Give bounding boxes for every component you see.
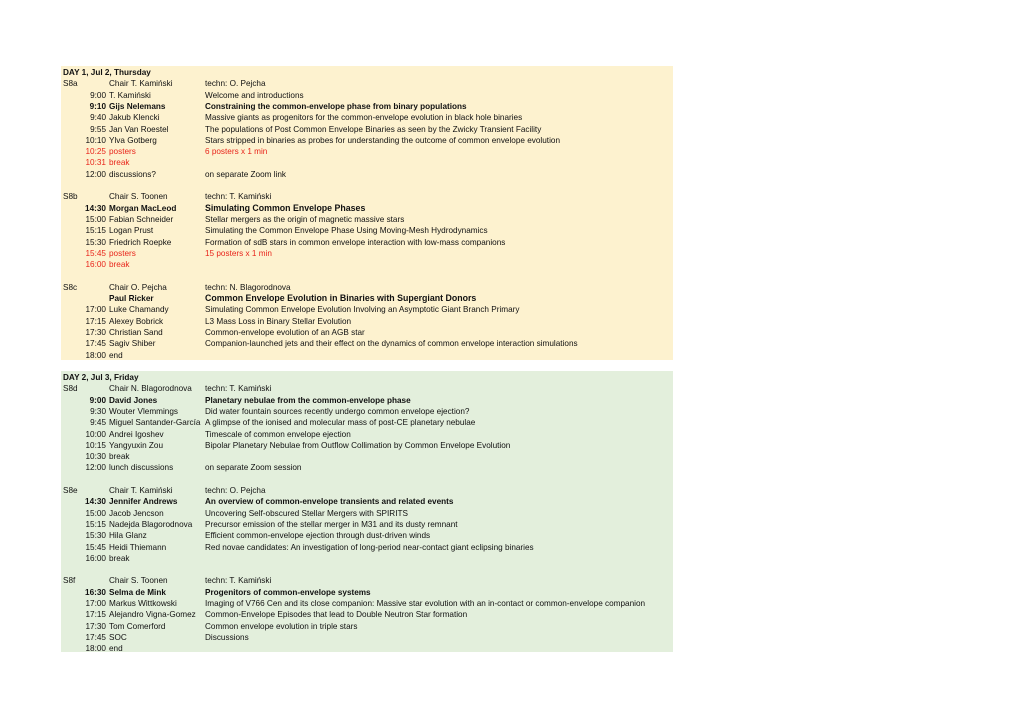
time-cell: 9:40 — [90, 113, 106, 123]
talk-title: Constraining the common-envelope phase from binary populations — [205, 101, 467, 111]
time-cell: 15:45 — [85, 248, 106, 258]
speaker-cell: Chair T. Kamiński — [109, 486, 173, 495]
time-cell: 15:00 — [85, 508, 106, 518]
speaker-cell: Jacob Jencson — [109, 508, 164, 518]
schedule-row — [61, 112, 673, 123]
speaker-cell: Sagiv Shiber — [109, 339, 156, 349]
talk-title: Companion-launched jets and their effect on the dynamics of common envelope interaction simulations — [205, 339, 578, 349]
time-cell: 16:00 — [85, 553, 106, 563]
talk-title: Progenitors of common-envelope systems — [205, 587, 371, 597]
talk-title: Stellar mergers as the origin of magnetic massive stars — [205, 214, 405, 224]
speaker-cell: end — [109, 350, 123, 360]
time-cell: 15:45 — [85, 542, 106, 552]
time-cell: 10:30 — [85, 452, 106, 462]
time-cell: 10:15 — [85, 440, 106, 450]
speaker-cell: T. Kamiński — [109, 90, 151, 100]
time-cell: 17:45 — [85, 339, 106, 349]
speaker-cell: Fabian Schneider — [109, 214, 174, 224]
talk-title: Common envelope evolution in triple stars — [205, 621, 358, 631]
speaker-cell: end — [109, 644, 123, 654]
speaker-cell: Ylva Gotberg — [109, 135, 157, 145]
session-code: S8f — [63, 576, 76, 586]
spacer-row — [61, 270, 673, 281]
talk-title: techn: T. Kamiński — [205, 576, 272, 586]
speaker-cell: Alexey Bobrick — [109, 316, 164, 326]
schedule-row — [61, 203, 673, 214]
day-2-block — [61, 371, 673, 652]
schedule-row — [61, 214, 673, 225]
speaker-cell: Hila Glanz — [109, 531, 147, 541]
spacer-row — [61, 474, 673, 485]
time-cell: 10:10 — [85, 135, 106, 145]
schedule-row — [61, 542, 673, 553]
speaker-cell: Wouter Vlemmings — [109, 406, 179, 416]
talk-title: L3 Mass Loss in Binary Stellar Evolution — [205, 316, 352, 326]
day-heading-text: DAY 1, Jul 2, Thursday — [63, 68, 151, 77]
time-cell: 16:30 — [85, 587, 106, 597]
schedule-row — [61, 553, 673, 564]
time-cell: 17:15 — [85, 610, 106, 620]
time-cell: 9:00 — [90, 90, 106, 100]
schedule-row — [61, 508, 673, 519]
speaker-cell: break — [109, 260, 130, 270]
time-cell: 15:15 — [85, 519, 106, 529]
talk-title: An overview of common-envelope transients and related events — [205, 497, 454, 507]
schedule-row — [61, 101, 673, 112]
speaker-cell: Chair N. Blagorodnova — [109, 384, 192, 394]
talk-title: Planetary nebulae from the common-envelope phase — [205, 395, 411, 405]
schedule-row — [61, 496, 673, 507]
speaker-cell: Logan Prust — [109, 226, 154, 236]
talk-title: techn: O. Pejcha — [205, 486, 266, 495]
talk-title: Common-envelope evolution of an AGB star — [205, 327, 365, 337]
speaker-cell: Chair O. Pejcha — [109, 282, 167, 292]
schedule-row — [61, 530, 673, 541]
time-cell: 10:00 — [85, 429, 106, 439]
time-cell: 15:30 — [85, 237, 106, 247]
speaker-cell: Christian Sand — [109, 327, 163, 337]
time-cell: 18:00 — [85, 644, 106, 654]
speaker-cell: break — [109, 158, 130, 168]
session-code: S8e — [63, 486, 78, 495]
speaker-cell: Miguel Santander-García — [109, 418, 201, 428]
time-cell: 10:31 — [85, 158, 106, 168]
speaker-cell: Markus Wittkowski — [109, 599, 177, 608]
time-cell: 17:45 — [85, 632, 106, 642]
speaker-cell: Luke Chamandy — [109, 305, 169, 315]
talk-title: Red novae candidates: An investigation of long-period near-contact giant eclipsing binaries — [205, 542, 534, 552]
session-code: S8d — [63, 384, 78, 394]
schedule-row — [61, 395, 673, 406]
talk-title: Did water fountain sources recently undergo common envelope ejection? — [205, 406, 470, 416]
time-cell: 15:15 — [85, 226, 106, 236]
time-cell: 9:30 — [90, 406, 106, 416]
speaker-cell: Friedrich Roepke — [109, 237, 172, 247]
speaker-cell: David Jones — [109, 395, 158, 405]
schedule-row — [61, 327, 673, 338]
schedule-row — [61, 587, 673, 598]
talk-title: Simulating Common Envelope Phases — [205, 202, 366, 213]
speaker-cell: posters — [109, 147, 136, 157]
talk-title: A glimpse of the ionised and molecular mass of post-CE planetary nebulae — [205, 418, 476, 428]
time-cell: 14:30 — [85, 497, 106, 507]
spacer-row — [61, 564, 673, 575]
time-cell: 17:15 — [85, 316, 106, 326]
session-header-row — [61, 485, 673, 496]
speaker-cell: posters — [109, 248, 136, 258]
time-cell: 9:10 — [89, 101, 106, 111]
time-cell: 17:00 — [85, 599, 106, 608]
day-heading — [61, 67, 673, 78]
speaker-cell: Yangyuxin Zou — [109, 440, 164, 450]
talk-title: Formation of sdB stars in common envelope interaction with low-mass companions — [205, 237, 506, 247]
time-cell: 12:00 — [85, 169, 106, 179]
time-cell: 14:30 — [85, 203, 106, 213]
talk-title: on separate Zoom session — [205, 463, 302, 473]
speaker-cell: Jan Van Roestel — [109, 124, 169, 134]
talk-title: techn: T. Kamiński — [205, 384, 272, 394]
speaker-cell: Jennifer Andrews — [109, 497, 178, 507]
speaker-cell: Selma de Mink — [109, 587, 166, 597]
schedule-row — [61, 225, 673, 236]
schedule-row — [61, 429, 673, 440]
talk-title: 15 posters x 1 min — [205, 248, 272, 258]
talk-title: Timescale of common envelope ejection — [205, 429, 351, 439]
schedule-row — [61, 338, 673, 349]
day-1-block — [61, 66, 673, 360]
time-cell: 15:30 — [85, 531, 106, 541]
speaker-cell: break — [109, 553, 130, 563]
speaker-cell: Jakub Klencki — [109, 113, 160, 123]
day-heading — [61, 372, 673, 383]
time-cell: 18:00 — [85, 350, 106, 360]
schedule-row — [61, 406, 673, 417]
talk-title: Imaging of V766 Cen and its close companion: Massive star evolution with an in-contact or common-envelope companion — [205, 599, 646, 608]
speaker-cell: Chair S. Toonen — [109, 576, 168, 586]
talk-title: Massive giants as progenitors for the common-envelope evolution in black hole binaries — [205, 113, 523, 123]
talk-title: Welcome and introductions — [205, 90, 304, 100]
day-heading-text: DAY 2, Jul 3, Friday — [63, 373, 139, 382]
speaker-cell: Andrei Igoshev — [109, 429, 164, 439]
schedule-row — [61, 135, 673, 146]
speaker-cell: Morgan MacLeod — [109, 203, 177, 213]
talk-title: Efficient common-envelope ejection through dust-driven winds — [205, 531, 431, 541]
speaker-cell: Nadejda Blagorodnova — [109, 519, 193, 529]
session-code: S8a — [63, 79, 78, 89]
time-cell: 17:30 — [85, 621, 106, 631]
talk-title: Uncovering Self-obscured Stellar Mergers with SPIRITS — [205, 508, 408, 518]
session-header-row — [61, 282, 673, 293]
talk-title: Bipolar Planetary Nebulae from Outflow Collimation by Common Envelope Evolution — [205, 440, 511, 450]
speaker-cell: Paul Ricker — [109, 294, 154, 303]
speaker-cell: Tom Comerford — [109, 621, 166, 631]
session-header-row — [61, 191, 673, 202]
session-header-row — [61, 575, 673, 586]
time-cell: 17:00 — [85, 305, 106, 315]
schedule-row — [61, 124, 673, 135]
time-cell: 16:00 — [85, 260, 106, 270]
schedule-row — [61, 146, 673, 157]
spacer-row — [61, 180, 673, 191]
schedule-row — [61, 462, 673, 473]
schedule-row — [61, 643, 673, 654]
schedule-row — [61, 451, 673, 462]
session-header-row — [61, 383, 673, 394]
talk-title: techn: O. Pejcha — [205, 79, 266, 89]
talk-title: Simulating Common Envelope Evolution Involving an Asymptotic Giant Branch Primary — [205, 305, 520, 315]
schedule-row — [61, 632, 673, 643]
speaker-cell: lunch discussions — [109, 463, 174, 473]
time-cell: 9:00 — [89, 395, 106, 405]
schedule-row — [61, 350, 673, 361]
talk-title: Stars stripped in binaries as probes for understanding the outcome of common envelope evolution — [205, 135, 561, 145]
schedule-row — [61, 304, 673, 315]
schedule-row — [61, 519, 673, 530]
schedule-row — [61, 259, 673, 270]
time-cell: 17:30 — [85, 327, 106, 337]
schedule-row — [61, 169, 673, 180]
time-cell: 9:55 — [90, 124, 106, 134]
schedule-row — [61, 621, 673, 632]
speaker-cell: Alejandro Vigna-Gomez — [109, 610, 196, 620]
talk-title: techn: T. Kamiński — [205, 192, 272, 202]
speaker-cell: discussions? — [109, 169, 156, 179]
schedule-row — [61, 316, 673, 327]
talk-title: Simulating the Common Envelope Phase Using Moving-Mesh Hydrodynamics — [205, 226, 488, 236]
schedule-row — [61, 293, 673, 304]
time-cell: 12:00 — [85, 463, 106, 473]
talk-title: 6 posters x 1 min — [205, 147, 268, 157]
schedule-row — [61, 90, 673, 101]
schedule-row — [61, 440, 673, 451]
talk-title: Common Envelope Evolution in Binaries with Supergiant Donors — [205, 293, 477, 303]
time-cell: 10:25 — [85, 147, 106, 157]
schedule-row — [61, 157, 673, 168]
session-code: S8c — [63, 282, 78, 292]
schedule-row — [61, 609, 673, 620]
talk-title: Discussions — [205, 632, 249, 642]
schedule-row — [61, 417, 673, 428]
speaker-cell: Gijs Nelemans — [109, 101, 166, 111]
talk-title: Common-Envelope Episodes that lead to Double Neutron Star formation — [205, 610, 468, 620]
speaker-cell: break — [109, 452, 130, 462]
time-cell: 9:45 — [90, 418, 106, 428]
talk-title: techn: N. Blagorodnova — [205, 282, 291, 292]
speaker-cell: SOC — [109, 632, 127, 642]
schedule-row — [61, 248, 673, 259]
speaker-cell: Heidi Thiemann — [109, 542, 167, 552]
speaker-cell: Chair T. Kamiński — [109, 79, 173, 89]
schedule-row — [61, 598, 673, 609]
time-cell: 15:00 — [85, 214, 106, 224]
session-code: S8b — [63, 192, 78, 202]
session-header-row — [61, 78, 673, 89]
schedule-row — [61, 237, 673, 248]
talk-title: Precursor emission of the stellar merger in M31 and its dusty remnant — [205, 519, 458, 529]
talk-title: on separate Zoom link — [205, 169, 287, 179]
talk-title: The populations of Post Common Envelope Binaries as seen by the Zwicky Transient Facility — [205, 124, 542, 134]
speaker-cell: Chair S. Toonen — [109, 192, 168, 202]
